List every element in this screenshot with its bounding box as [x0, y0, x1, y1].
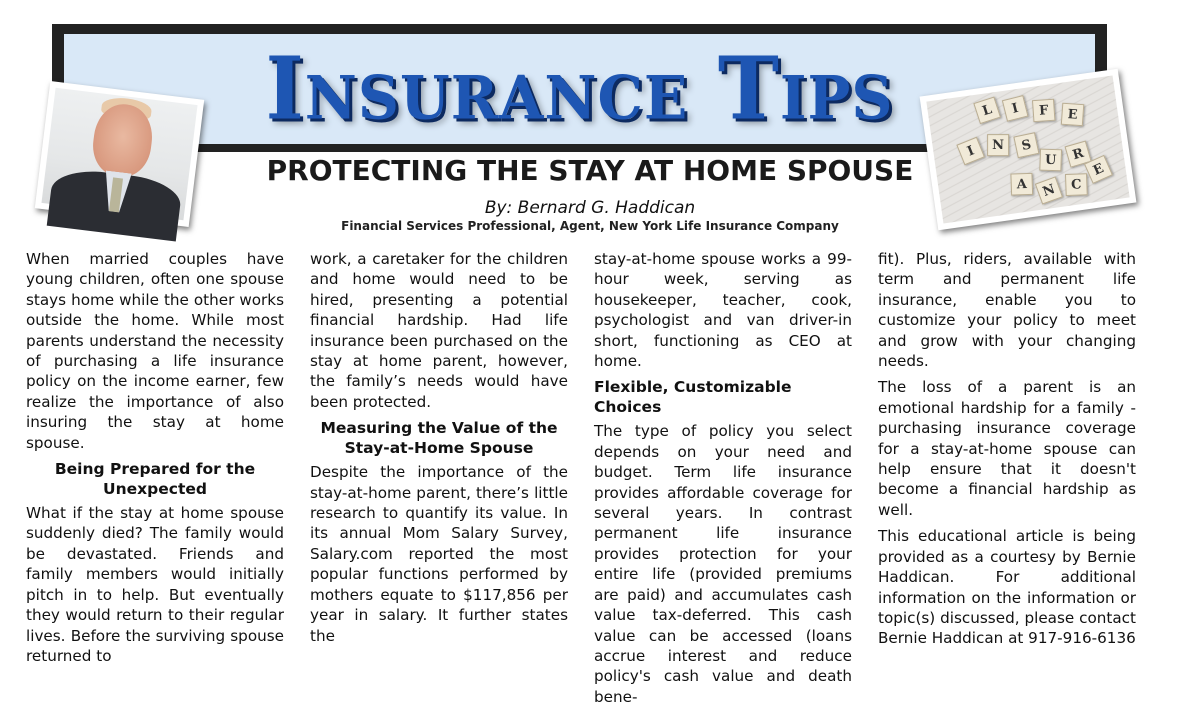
section-heading: Flexible, Customizable Choices: [594, 378, 792, 417]
tile: S: [1013, 132, 1039, 158]
paragraph: stay-at-home spouse works a 99-hour week, serving as housekeeper, teacher, cook, psychologist and van driver-in short, functioning as CEO at home.: [594, 250, 852, 371]
paragraph: The type of policy you select depends on your need and budget. Term life insurance provides affordable coverage for several years. In contrast permanent life insurance provides protection for your entire life (provided premiums are paid) and accumulates cash value tax-deferred. This cash value can be accessed (loans accrue interest and reduce policy's cash value and death bene-: [594, 422, 852, 706]
article-column-1: [26, 249, 284, 665]
article-column-4: [878, 249, 1136, 648]
tile: N: [987, 134, 1009, 156]
masthead-title: Insurance Tips: [265, 38, 894, 140]
tile: A: [1010, 173, 1033, 196]
tile: I: [1002, 95, 1029, 122]
tile: I: [956, 137, 985, 166]
section-heading: Measuring the Value of the Stay-at-Home Spouse: [320, 419, 558, 458]
tile: L: [973, 96, 1001, 124]
paragraph: The loss of a parent is an emotional hardship for a family - purchasing insurance coverage for a stay-at-home spouse can help ensure that it doesn't become a financial hardship as well.: [878, 378, 1136, 519]
section-heading: Being Prepared for the Unexpected: [54, 460, 256, 499]
paragraph: Despite the importance of the stay-at-home parent, there’s little research to quantify its value. In its annual Mom Salary Survey, Salary.com reported the most popular functions performed by mothers equate to $117,856 per year in salary. It further states the: [310, 463, 568, 645]
paragraph: What if the stay at home spouse suddenly died? The family would be devastated. Friends and family members would initially pitch in to help. But eventually they would return to their regular lives. Before the surviving spouse returned to: [26, 504, 284, 665]
paragraph: work, a caretaker for the children and home would need to be hired, presenting a potential financial hardship. Had life insurance been purchased on the stay at home parent, however, the family’s needs would have been protected.: [310, 250, 568, 411]
tile: R: [1065, 140, 1092, 167]
tile: C: [1065, 173, 1088, 196]
paragraph: This educational article is being provided as a courtesy by Bernie Haddican. For additional information on the information or topic(s) discussed, please contact Bernie Haddican at 917-916-6136: [878, 527, 1136, 648]
article-headline: PROTECTING THE STAY AT HOME SPOUSE: [266, 154, 914, 187]
paragraph: When married couples have young children, often one spouse stays home while the other works outside the home. While most parents understand the necessity of purchasing a life insurance policy on the income earner, few realize the importance of also insuring the stay at home spouse.: [26, 250, 284, 452]
article-column-2: [310, 249, 568, 645]
tile: E: [1061, 103, 1084, 126]
tile: N: [1035, 176, 1063, 204]
tile: F: [1032, 99, 1055, 122]
tile: U: [1039, 149, 1062, 172]
author-credit: Financial Services Professional, Agent, New York Life Insurance Company: [341, 219, 839, 233]
tile: E: [1084, 155, 1113, 184]
paragraph: fit). Plus, riders, available with term and permanent life insurance, enable you to customize your policy to meet and grow with your changing needs.: [878, 250, 1136, 371]
article-byline: By: Bernard G. Haddican: [484, 198, 696, 218]
article-column-3: [594, 249, 852, 706]
